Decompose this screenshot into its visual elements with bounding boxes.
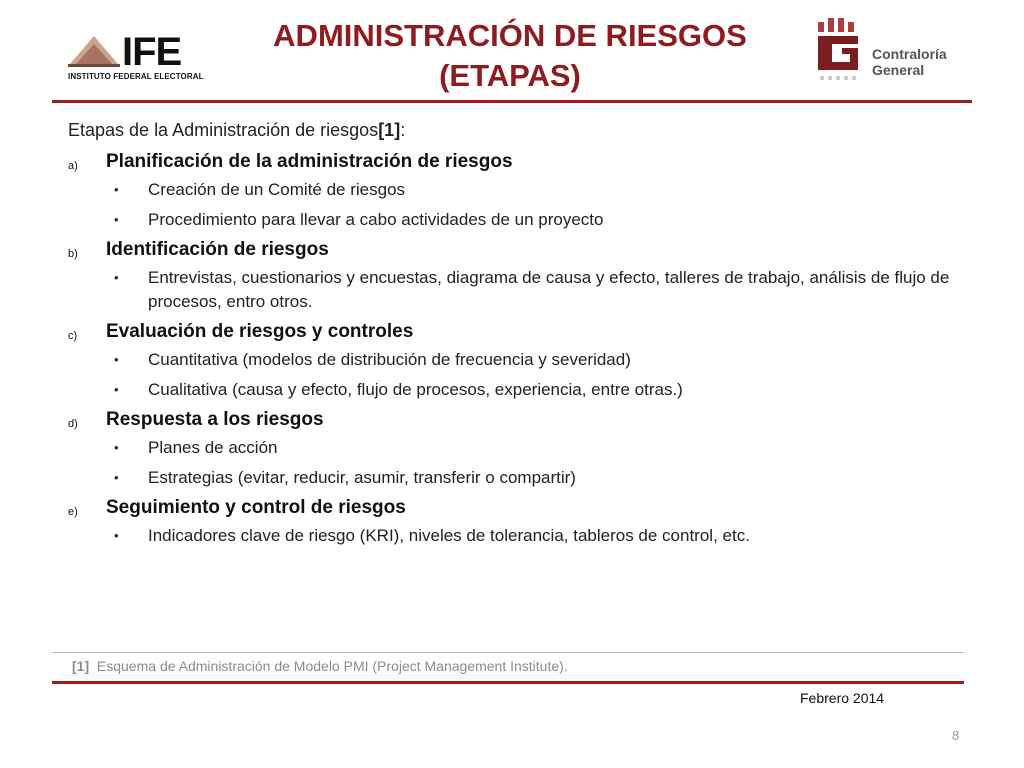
intro-reference: [1] <box>378 120 401 140</box>
section-heading-b <box>68 238 968 262</box>
section-letter: e) <box>68 506 78 518</box>
intro-label: Etapas de la Administración de riesgos <box>68 120 379 140</box>
contraloria-logo-text <box>872 46 947 78</box>
list-item <box>68 266 968 314</box>
section-title: Identificación de riesgos <box>106 239 329 260</box>
section-letter: c) <box>68 330 78 342</box>
bullet-icon: • <box>114 270 119 285</box>
section-title: Seguimiento y control de riesgos <box>106 497 406 518</box>
list-item <box>68 208 968 232</box>
page-title-line1: ADMINISTRACIÓN DE RIESGOS <box>273 18 747 53</box>
section-heading-c <box>68 320 968 344</box>
ife-logo-word: IFE <box>122 30 182 74</box>
list-item <box>68 178 968 202</box>
bullet-icon: • <box>114 470 119 485</box>
list-item <box>68 378 968 402</box>
bullet-icon: • <box>114 182 119 197</box>
intro-suffix: : <box>400 120 406 140</box>
page-title <box>230 16 790 96</box>
footnote-divider <box>52 652 964 653</box>
list-item-text: Entrevistas, cuestionarios y encuestas, diagrama de causa y efecto, talleres de trabajo, análisis de flujo de procesos, entro otros. <box>148 268 950 311</box>
section-title: Planificación de la administración de riesgos <box>106 151 513 172</box>
contraloria-emblem-icon <box>812 18 872 88</box>
ife-logo <box>66 30 212 82</box>
list-item <box>68 348 968 372</box>
bullet-icon: • <box>114 440 119 455</box>
footnote-reference: [1] <box>72 658 90 674</box>
bullet-icon: • <box>114 212 119 227</box>
section-heading-e <box>68 496 968 520</box>
footer-divider <box>52 681 964 684</box>
list-item-text: Procedimiento para llevar a cabo actividades de un proyecto <box>148 210 604 229</box>
page-number: 8 <box>952 728 960 743</box>
footnote-text: Esquema de Administración de Modelo PMI (Project Management Institute). <box>96 658 568 674</box>
list-item-text: Cualitativa (causa y efecto, flujo de procesos, experiencia, entre otras.) <box>148 380 683 399</box>
bullet-icon: • <box>114 382 119 397</box>
list-item <box>68 466 968 490</box>
contraloria-logo <box>812 18 972 88</box>
section-heading-a <box>68 150 968 174</box>
ife-emblem-icon <box>66 30 122 72</box>
list-item <box>68 524 968 548</box>
list-item-text: Creación de un Comité de riesgos <box>148 180 406 199</box>
section-title: Evaluación de riesgos y controles <box>106 321 414 342</box>
list-item-text: Planes de acción <box>148 438 278 457</box>
bullet-icon: • <box>114 528 119 543</box>
page-title-line2: (ETAPAS) <box>439 58 581 93</box>
contraloria-logo-line2: General <box>872 62 925 78</box>
intro-text <box>68 118 968 142</box>
section-letter: d) <box>68 418 78 430</box>
section-letter: a) <box>68 160 78 172</box>
section-title: Respuesta a los riesgos <box>106 409 324 430</box>
footer-date: Febrero 2014 <box>800 690 885 706</box>
list-item-text: Cuantitativa (modelos de distribución de frecuencia y severidad) <box>148 350 631 369</box>
footnote <box>72 658 568 674</box>
header-divider <box>52 100 972 103</box>
section-heading-d <box>68 408 968 432</box>
slide-body <box>68 118 968 554</box>
section-letter: b) <box>68 248 78 260</box>
list-item-text: Estrategias (evitar, reducir, asumir, transferir o compartir) <box>148 468 576 487</box>
bullet-icon: • <box>114 352 119 367</box>
contraloria-logo-line1: Contraloría <box>872 46 947 62</box>
list-item <box>68 436 968 460</box>
ife-logo-subtitle: INSTITUTO FEDERAL ELECTORAL <box>68 72 204 81</box>
list-item-text: Indicadores clave de riesgo (KRI), niveles de tolerancia, tableros de control, etc. <box>148 526 750 545</box>
